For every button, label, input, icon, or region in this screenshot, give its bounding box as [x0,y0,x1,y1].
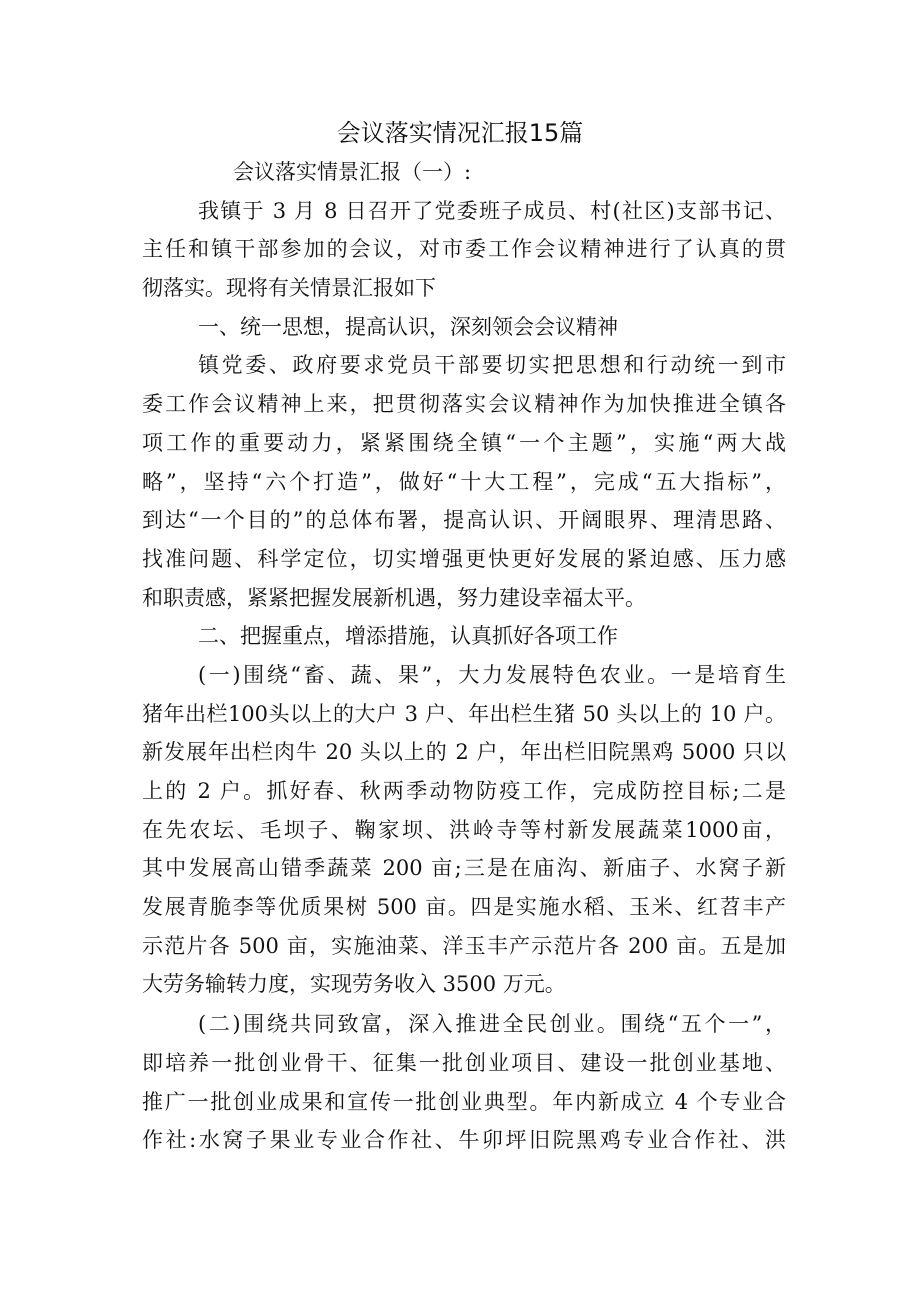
text-line: 作社:水窝子果业专业合作社、牛卯坪旧院黑鸡专业合作社、洪 [142,1128,786,1153]
text-line: 项工作的重要动力，紧紧围绕全镇“一个主题”，实施“两大战 [142,430,786,455]
document-body [142,153,786,1160]
text-line: 委工作会议精神上来，把贯彻落实会议精神作为加快推进全镇各 [142,392,786,417]
text-line: 大劳务输转力度，实现劳务收入 3500 万元。 [142,972,566,997]
paragraph-intro [142,192,786,308]
text-line: 到达“一个目的”的总体布署，提高认识、开阔眼界、理清思路、 [142,508,786,533]
text-line: 猪年出栏100头以上的大户 3 户、年出栏生猪 50 头以上的 10 户。 [142,701,786,726]
text-line: 彻落实。现将有关情景汇报如下 [142,276,436,301]
text-line: 主任和镇干部参加的会议，对市委工作会议精神进行了认真的贯 [142,237,786,262]
text-line: 略”，坚持“六个打造”，做好“十大工程”，完成“五大指标”， [142,469,786,494]
text-line: 推广一批创业成果和宣传一批创业典型。年内新成立 4 个专业合 [142,1089,786,1114]
text-line: 和职责感，紧紧把握发展新机遇，努力建设幸福太平。 [142,585,646,610]
text-line: 找准问题、科学定位，切实增强更快更好发展的紧迫感、压力感 [142,546,786,571]
text-line: 即培养一批创业骨干、征集一批创业项目、建设一批创业基地、 [142,1050,786,1075]
text-line: 在先农坛、毛坝子、鞠家坝、洪岭寺等村新发展蔬菜1000亩， [142,817,786,842]
text-line: 其中发展高山错季蔬菜 200 亩;三是在庙沟、新庙子、水窝子新 [142,856,786,881]
heading-two: 二、把握重点，增添措施，认真抓好各项工作 [198,624,618,649]
text-line: (二)围绕共同致富，深入推进全民创业。围绕“五个一”， [198,1012,786,1037]
paragraph-thought [142,346,786,617]
section-subtitle: 会议落实情景汇报（一）: [233,160,472,184]
text-line: 发展青脆李等优质果树 500 亩。四是实施水稻、玉米、红苕丰产 [142,895,786,920]
paragraph-entrepreneurship [142,1005,786,1160]
paragraph-agriculture [142,656,786,1004]
heading-one: 一、统一思想，提高认识，深刻领会会议精神 [198,314,618,339]
text-line: 新发展年出栏肉牛 20 头以上的 2 户，年出栏旧院黑鸡 5000 只以 [142,740,786,765]
document-title: 会议落实情况汇报15篇 [336,119,584,147]
text-line: 示范片各 500 亩，实施油菜、洋玉丰产示范片各 200 亩。五是加 [142,933,786,958]
text-line: 镇党委、政府要求党员干部要切实把思想和行动统一到市 [198,353,786,378]
text-line: 上的 2 户。抓好春、秋两季动物防疫工作，完成防控目标;二是 [142,779,786,803]
text-line: (一)围绕“畜、蔬、果”，大力发展特色农业。一是培育生 [198,662,786,687]
text-line: 我镇于 3 月 8 日召开了党委班子成员、村(社区)支部书记、 [198,198,786,223]
